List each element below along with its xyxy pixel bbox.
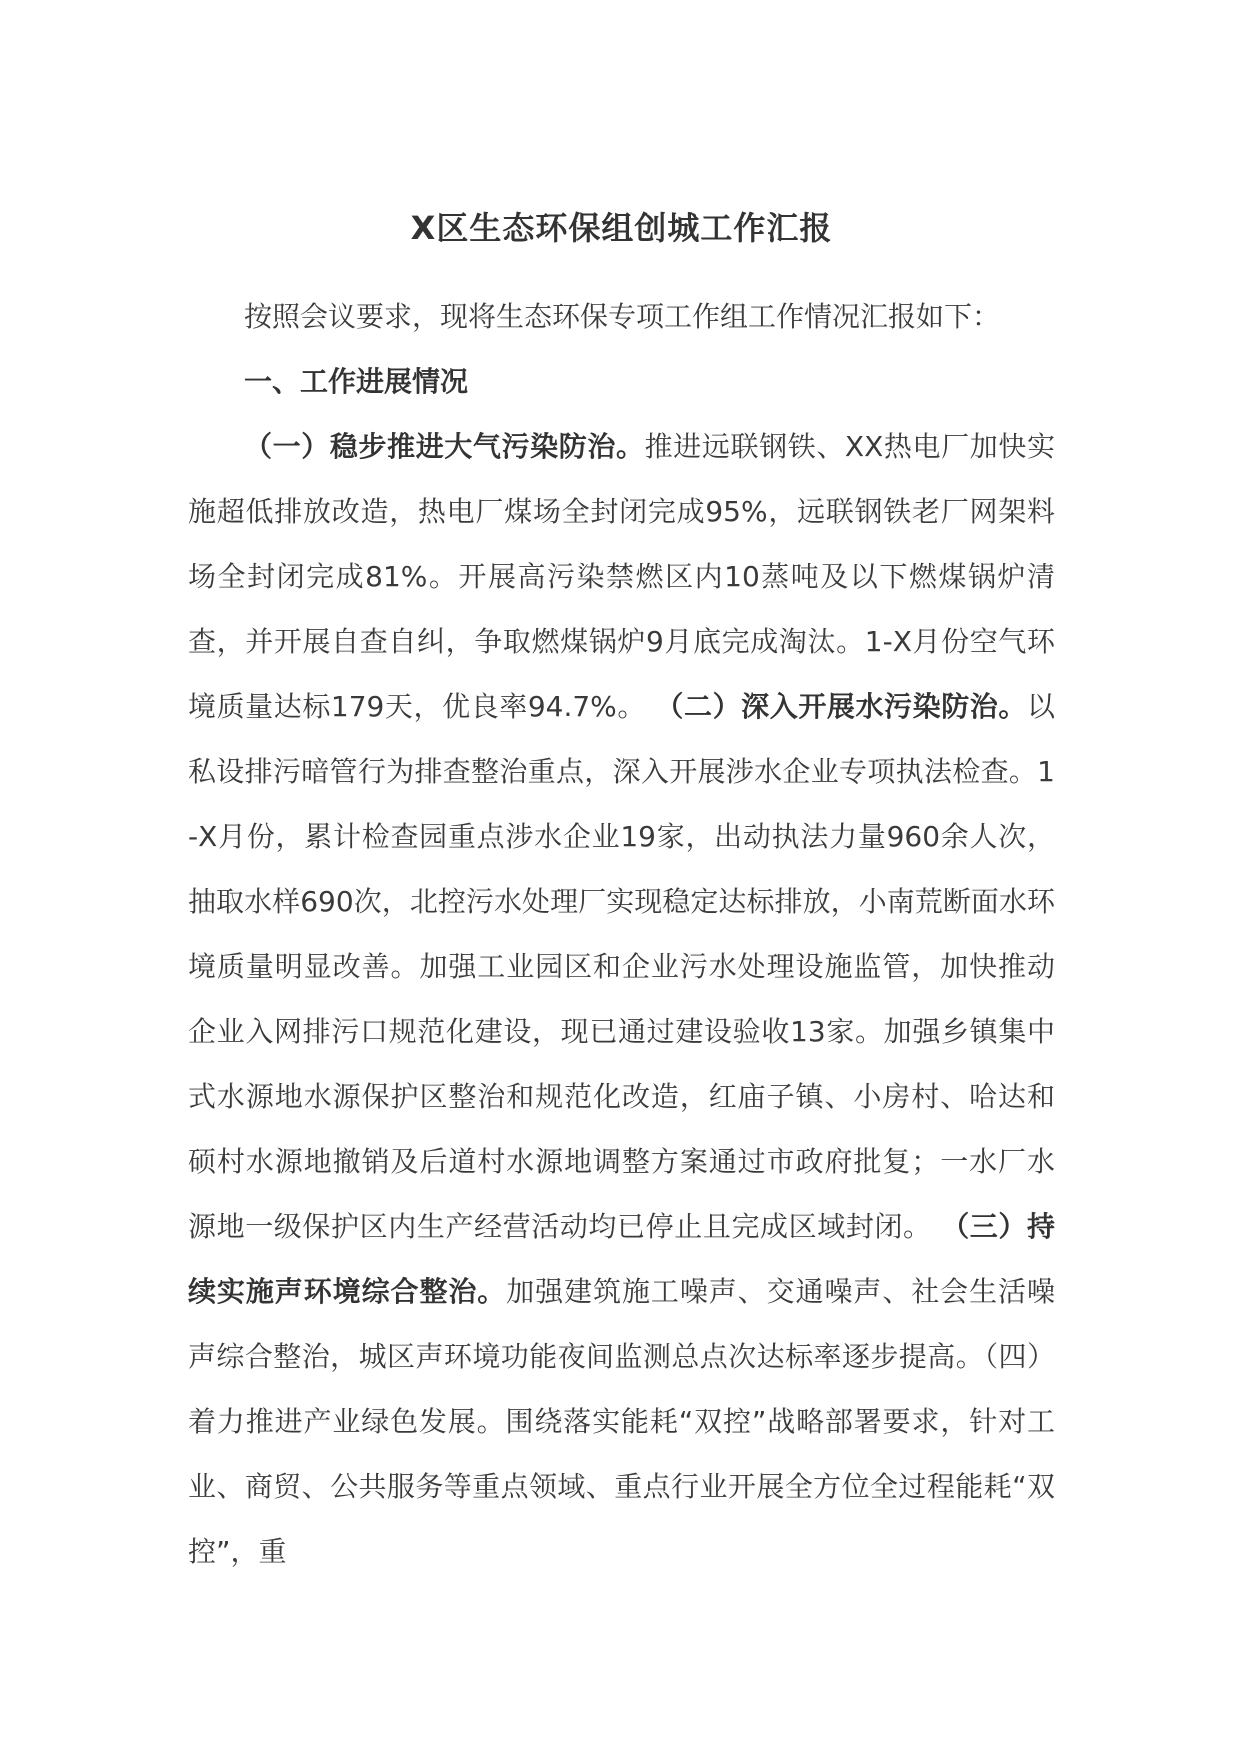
subsection-text-water: 以私设排污暗管行为排查整治重点，深入开展涉水企业专项执法检查。1-X月份，累计检查园重点涉水企业19家，出动执法力量960余人次，抽取水样690次，北控污水处理厂实现稳定达标排放，小南荒断面水环境质量明显改善。加强工业园区和企业污水处理设施监管，加快推动企业入网排污口规范化建设，现已通过建设验收13家。加强乡镇集中式水源地水源保护区整治和规范化改造，红庙子镇、小房村、哈达和硕村水源地撤销及后道村水源地调整方案通过市政府批复；一水厂水源地一级保护区内生产经营活动均已停止且完成区域封闭。 [188,690,1055,1243]
body-paragraph [188,414,1055,1584]
subsection-title-water: （二）深入开展水污染防治。 [655,690,1027,723]
subsection-title-air: （一）稳步推进大气污染防治。 [244,430,645,463]
intro-paragraph: 按照会议要求，现将生态环保专项工作组工作情况汇报如下： [244,300,1001,333]
subsection-title-noise: （三）持续实施声环境综合整治。 [188,1210,1055,1308]
subsection-text-noise: 加强建筑施工噪声、交通噪声、社会生活噪声综合整治，城区声环境功能夜间监测总点次达标率逐步提高。（四）着力推进产业绿色发展。围绕落实能耗“双控”战略部署要求，针对工业、商贸、公共服务等重点领域、重点行业开展全方位全过程能耗“双控”，重 [188,1275,1055,1568]
document-page [188,200,1055,1584]
subsection-text-air: 推进远联钢铁、XX热电厂加快实施超低排放改造，热电厂煤场全封闭完成95%，远联钢铁老厂网架料场全封闭完成81%。开展高污染禁燃区内10蒸吨及以下燃煤锅炉清查，并开展自查自纠，争取燃煤锅炉9月底完成淘汰。1-X月份空气环境质量达标179天，优良率94.7%。 [188,430,1055,723]
document-title: X区生态环保组创城工作汇报 [410,209,833,247]
section-heading: 一、工作进展情况 [244,365,469,398]
